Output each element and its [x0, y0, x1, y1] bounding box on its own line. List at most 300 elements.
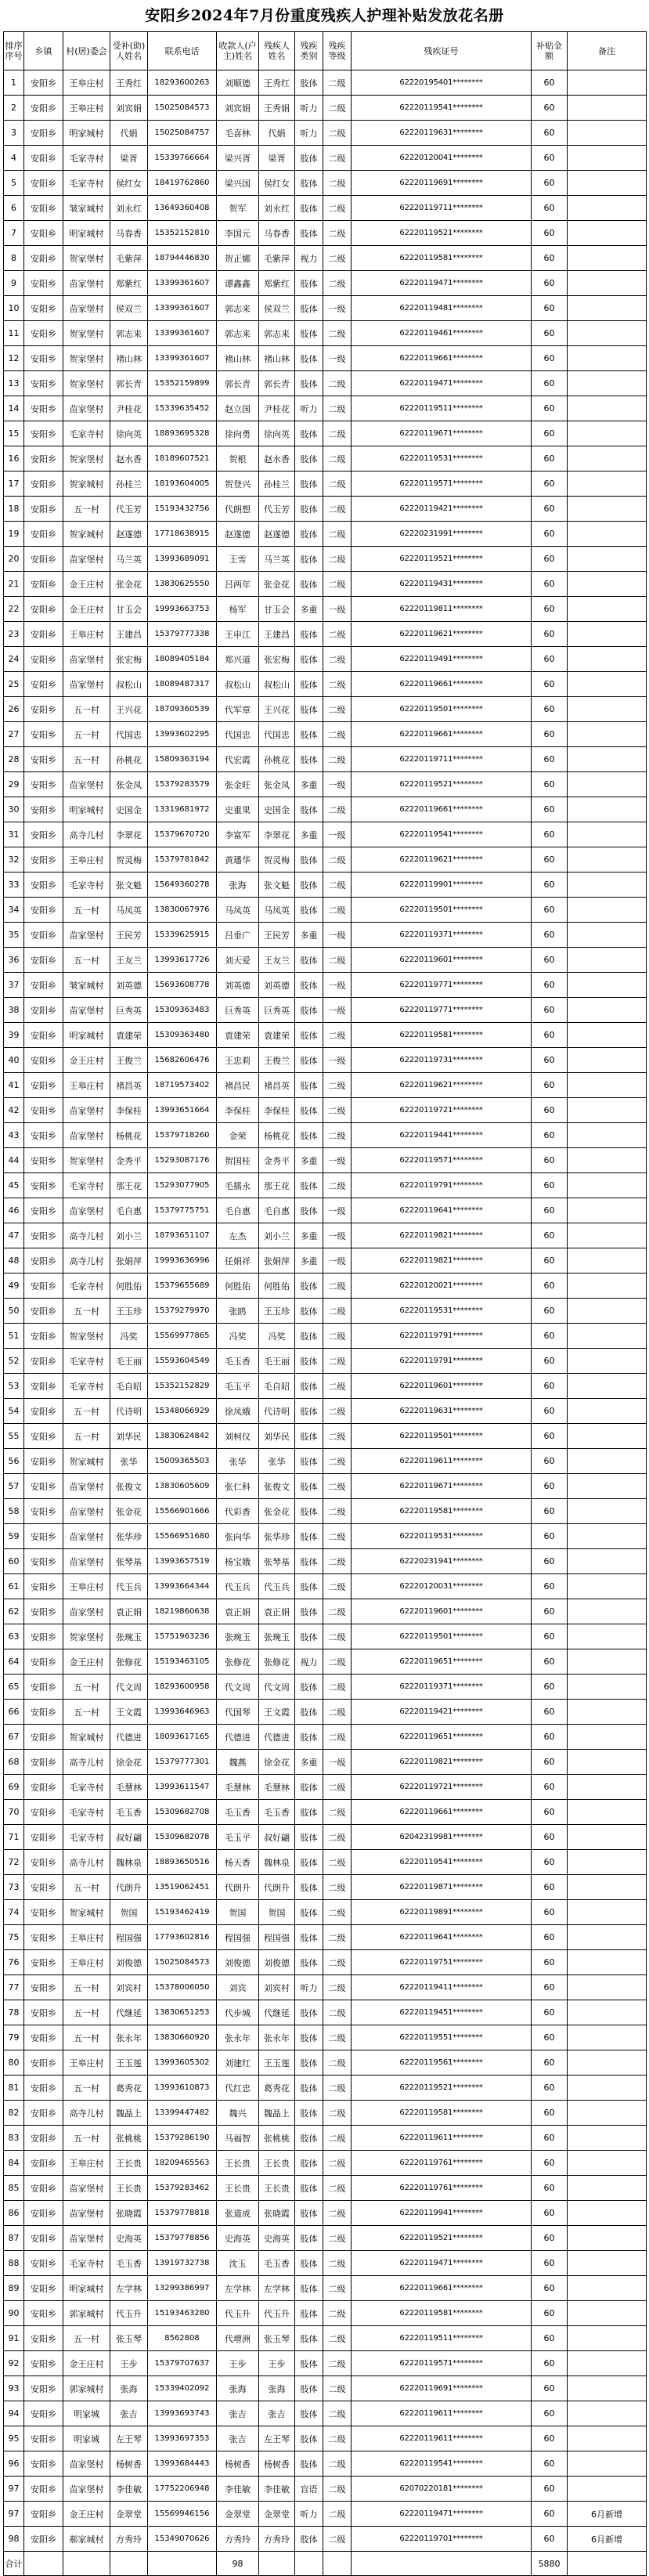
- remark-cell: [568, 1073, 647, 1098]
- table-row: [4, 772, 647, 797]
- village-cell: 王皋庄村: [63, 2050, 110, 2076]
- certificate-number-cell: 62220119601********: [352, 948, 532, 973]
- remark-cell: 6月新增: [568, 2502, 647, 2527]
- phone-cell: 17793602816: [148, 1925, 217, 1950]
- certificate-number-cell: 62220119811********: [352, 597, 532, 622]
- table-row: [4, 1048, 647, 1073]
- disability-type-cell: 肢体: [295, 1374, 323, 1399]
- table-row: [4, 1148, 647, 1173]
- disability-level-cell: 二级: [323, 647, 352, 672]
- table-row: [4, 647, 647, 672]
- row-number-cell: 30: [4, 797, 24, 822]
- payee-name-cell: 代朗升: [217, 1875, 259, 1900]
- recipient-name-cell: 代玉芳: [110, 497, 148, 522]
- disabled-name-cell: 徐金花: [259, 1750, 295, 1775]
- payee-name-cell: 毛玉平: [217, 1374, 259, 1399]
- column-header: 收款人(户 主)姓名: [217, 32, 259, 70]
- row-number-cell: 19: [4, 522, 24, 547]
- payee-name-cell: 杨军: [217, 597, 259, 622]
- village-cell: 贺家城村: [63, 471, 110, 497]
- recipient-name-cell: 张俊文: [110, 1474, 148, 1499]
- payee-name-cell: 代德进: [217, 1725, 259, 1750]
- disabled-name-cell: 王步: [259, 2351, 295, 2376]
- recipient-name-cell: 张金凤: [110, 772, 148, 797]
- phone-cell: 13830625550: [148, 572, 217, 597]
- table-row: [4, 196, 647, 221]
- village-cell: 明家城: [63, 2401, 110, 2426]
- township-cell: 安阳乡: [24, 70, 63, 96]
- disabled-name-cell: 刘小兰: [259, 1223, 295, 1248]
- remark-cell: [568, 572, 647, 597]
- village-cell: 五一村: [63, 747, 110, 772]
- remark-cell: [568, 1524, 647, 1549]
- table-row: [4, 2076, 647, 2101]
- subsidy-amount-cell: 60: [532, 1750, 568, 1775]
- table-row: [4, 973, 647, 998]
- table-row: [4, 1775, 647, 1800]
- row-number-cell: 32: [4, 847, 24, 873]
- recipient-name-cell: 孙桃花: [110, 747, 148, 772]
- subsidy-amount-cell: 60: [532, 1900, 568, 1925]
- payee-name-cell: 张琬玉: [217, 1624, 259, 1649]
- remark-cell: [568, 497, 647, 522]
- phone-cell: 13993617726: [148, 948, 217, 973]
- certificate-number-cell: 62220119581********: [352, 1499, 532, 1524]
- remark-cell: [568, 1324, 647, 1349]
- township-cell: 安阳乡: [24, 1274, 63, 1299]
- phone-cell: 15309682078: [148, 1825, 217, 1850]
- table-row: [4, 2401, 647, 2426]
- disability-level-cell: 二级: [323, 246, 352, 271]
- disability-type-cell: 肢体: [295, 1700, 323, 1725]
- disability-level-cell: 二级: [323, 2502, 352, 2527]
- payee-name-cell: 沈玉: [217, 2251, 259, 2276]
- disability-type-cell: 肢体: [295, 146, 323, 171]
- payee-name-cell: 刘俊德: [217, 1950, 259, 1975]
- table-row: [4, 1499, 647, 1524]
- table-row: [4, 1850, 647, 1875]
- recipient-name-cell: 杨树香: [110, 2451, 148, 2477]
- payee-name-cell: 刘宾: [217, 1975, 259, 2000]
- recipient-name-cell: 郑紫红: [110, 271, 148, 296]
- disability-type-cell: 肢体: [295, 171, 323, 196]
- recipient-name-cell: 李保桂: [110, 1098, 148, 1123]
- subsidy-amount-cell: 60: [532, 1675, 568, 1700]
- disability-type-cell: 肢体: [295, 1599, 323, 1624]
- village-cell: 苗家堡村: [63, 672, 110, 697]
- payee-name-cell: 黄璠华: [217, 847, 259, 873]
- disabled-name-cell: 程国强: [259, 1925, 295, 1950]
- table-row: [4, 1424, 647, 1449]
- row-number-cell: 40: [4, 1048, 24, 1073]
- recipient-name-cell: 金翠堂: [110, 2502, 148, 2527]
- certificate-number-cell: 62220119661********: [352, 672, 532, 697]
- certificate-number-cell: 62220119521********: [352, 2076, 532, 2101]
- village-cell: 苗家堡村: [63, 547, 110, 572]
- disabled-name-cell: 王长贵: [259, 2151, 295, 2176]
- township-cell: 安阳乡: [24, 1248, 63, 1274]
- township-cell: 安阳乡: [24, 697, 63, 722]
- phone-cell: 15025084573: [148, 96, 217, 121]
- disability-type-cell: 肢体: [295, 1875, 323, 1900]
- subsidy-amount-cell: 60: [532, 522, 568, 547]
- total-row: [4, 2552, 647, 2576]
- subsidy-amount-cell: 60: [532, 2301, 568, 2326]
- payee-name-cell: 代彩香: [217, 1499, 259, 1524]
- recipient-name-cell: 叔好翩: [110, 1825, 148, 1850]
- village-cell: 明家城村: [63, 797, 110, 822]
- disability-level-cell: 二级: [323, 722, 352, 747]
- disability-type-cell: 肢体: [295, 1098, 323, 1123]
- payee-name-cell: 张吉: [217, 2426, 259, 2451]
- remark-cell: [568, 1649, 647, 1675]
- disability-type-cell: 肢体: [295, 1474, 323, 1499]
- township-cell: 安阳乡: [24, 1148, 63, 1173]
- village-cell: 贺家堡村: [63, 371, 110, 396]
- disability-level-cell: 一级: [323, 1148, 352, 1173]
- row-number-cell: 93: [4, 2376, 24, 2401]
- disability-type-cell: 肢体: [295, 2376, 323, 2401]
- township-cell: 安阳乡: [24, 572, 63, 597]
- certificate-number-cell: 62220119711********: [352, 196, 532, 221]
- disabled-name-cell: 史海英: [259, 2226, 295, 2251]
- village-cell: 明家城村: [63, 1023, 110, 1048]
- disability-level-cell: 二级: [323, 1574, 352, 1599]
- disabled-name-cell: 张金花: [259, 1499, 295, 1524]
- remark-cell: [568, 2376, 647, 2401]
- row-number-cell: 54: [4, 1399, 24, 1424]
- disability-level-cell: 二级: [323, 1950, 352, 1975]
- village-cell: 王皋庄村: [63, 1925, 110, 1950]
- phone-cell: 15566951680: [148, 1524, 217, 1549]
- certificate-number-cell: 62220119581********: [352, 2101, 532, 2126]
- subsidy-amount-cell: 60: [532, 396, 568, 421]
- township-cell: 安阳乡: [24, 2527, 63, 2552]
- township-cell: 安阳乡: [24, 2101, 63, 2126]
- phone-cell: 17718638915: [148, 522, 217, 547]
- subsidy-amount-cell: 60: [532, 1299, 568, 1324]
- disabled-name-cell: 毛玉香: [259, 2251, 295, 2276]
- row-number-cell: 56: [4, 1449, 24, 1474]
- township-cell: 安阳乡: [24, 873, 63, 898]
- disability-level-cell: 一级: [323, 1248, 352, 1274]
- recipient-name-cell: 王步: [110, 2351, 148, 2376]
- payee-name-cell: 代宏霞: [217, 747, 259, 772]
- disability-level-cell: 二级: [323, 522, 352, 547]
- township-cell: 安阳乡: [24, 998, 63, 1023]
- disability-level-cell: 二级: [323, 96, 352, 121]
- disability-type-cell: 肢体: [295, 421, 323, 446]
- row-number-cell: 85: [4, 2176, 24, 2201]
- certificate-number-cell: 62220119571********: [352, 1148, 532, 1173]
- township-cell: 安阳乡: [24, 1299, 63, 1324]
- disability-level-cell: 二级: [323, 1900, 352, 1925]
- table-row: [4, 1700, 647, 1725]
- township-cell: 安阳乡: [24, 747, 63, 772]
- township-cell: 安阳乡: [24, 1098, 63, 1123]
- disability-type-cell: 肢体: [295, 2301, 323, 2326]
- phone-cell: 13993646963: [148, 1700, 217, 1725]
- remark-cell: [568, 1424, 647, 1449]
- recipient-name-cell: 王长贵: [110, 2176, 148, 2201]
- payee-name-cell: 左杰: [217, 1223, 259, 1248]
- row-number-cell: 11: [4, 321, 24, 346]
- phone-cell: 15309682708: [148, 1800, 217, 1825]
- remark-cell: [568, 1599, 647, 1624]
- recipient-name-cell: 叔松山: [110, 672, 148, 697]
- row-number-cell: 90: [4, 2301, 24, 2326]
- recipient-name-cell: 王友兰: [110, 948, 148, 973]
- remark-cell: [568, 622, 647, 647]
- certificate-number-cell: 62220119501********: [352, 898, 532, 923]
- recipient-name-cell: 张海: [110, 2376, 148, 2401]
- village-cell: 苗家堡村: [63, 998, 110, 1023]
- table-row: [4, 1950, 647, 1975]
- row-number-cell: 76: [4, 1950, 24, 1975]
- payee-name-cell: 袁正娟: [217, 1599, 259, 1624]
- village-cell: 贺家堡村: [63, 321, 110, 346]
- remark-cell: [568, 171, 647, 196]
- remark-cell: [568, 2301, 647, 2326]
- table-row: [4, 2351, 647, 2376]
- disability-type-cell: 肢体: [295, 1775, 323, 1800]
- disabled-name-cell: 张吉: [259, 2401, 295, 2426]
- certificate-number-cell: 62220119711********: [352, 747, 532, 772]
- certificate-number-cell: 62220119731********: [352, 1048, 532, 1073]
- phone-cell: 18719573402: [148, 1073, 217, 1098]
- certificate-number-cell: 62220119601********: [352, 1599, 532, 1624]
- subsidy-amount-cell: 60: [532, 196, 568, 221]
- disability-level-cell: 二级: [323, 497, 352, 522]
- disability-level-cell: 一级: [323, 1223, 352, 1248]
- recipient-name-cell: 袁建荣: [110, 1023, 148, 1048]
- row-number-cell: 87: [4, 2226, 24, 2251]
- disability-level-cell: 二级: [323, 672, 352, 697]
- payee-name-cell: 褚山林: [217, 346, 259, 371]
- certificate-number-cell: 62220119471********: [352, 2251, 532, 2276]
- payee-name-cell: 谭鑫鑫: [217, 271, 259, 296]
- row-number-cell: 28: [4, 747, 24, 772]
- disability-type-cell: 肢体: [295, 1173, 323, 1198]
- row-number-cell: 17: [4, 471, 24, 497]
- disabled-name-cell: 贺灵梅: [259, 847, 295, 873]
- subsidy-amount-cell: 60: [532, 2276, 568, 2301]
- payee-name-cell: 代军章: [217, 697, 259, 722]
- disabled-name-cell: 侯红女: [259, 171, 295, 196]
- certificate-number-cell: 62220119371********: [352, 1675, 532, 1700]
- certificate-number-cell: 62220119511********: [352, 2326, 532, 2351]
- phone-cell: 18419762860: [148, 171, 217, 196]
- disability-level-cell: 二级: [323, 747, 352, 772]
- phone-cell: 13993605302: [148, 2050, 217, 2076]
- payee-name-cell: 李富军: [217, 822, 259, 847]
- row-number-cell: 83: [4, 2126, 24, 2151]
- certificate-number-cell: 62220119571********: [352, 2351, 532, 2376]
- township-cell: 安阳乡: [24, 1424, 63, 1449]
- subsidy-amount-cell: 60: [532, 747, 568, 772]
- subsidy-amount-cell: 60: [532, 572, 568, 597]
- disability-level-cell: 二级: [323, 1925, 352, 1950]
- table-row: [4, 2000, 647, 2025]
- village-cell: 五一村: [63, 1675, 110, 1700]
- disability-type-cell: 听力: [295, 96, 323, 121]
- payee-name-cell: 毛玉香: [217, 1800, 259, 1825]
- recipient-name-cell: 葛秀花: [110, 2076, 148, 2101]
- subsidy-amount-cell: 60: [532, 2502, 568, 2527]
- village-cell: 苗家堡村: [63, 1474, 110, 1499]
- disability-level-cell: 二级: [323, 1649, 352, 1675]
- disability-type-cell: 肢体: [295, 2401, 323, 2426]
- certificate-number-cell: 62220119421********: [352, 1700, 532, 1725]
- disabled-name-cell: 王秀红: [259, 70, 295, 96]
- subsidy-amount-cell: 60: [532, 547, 568, 572]
- disabled-name-cell: 叔松山: [259, 672, 295, 697]
- village-cell: 五一村: [63, 2326, 110, 2351]
- row-number-cell: 98: [4, 2527, 24, 2552]
- township-cell: 安阳乡: [24, 1048, 63, 1073]
- disability-type-cell: 肢体: [295, 221, 323, 246]
- disability-level-cell: 二级: [323, 2401, 352, 2426]
- subsidy-amount-cell: 60: [532, 1123, 568, 1148]
- disabled-name-cell: 王玉莲: [259, 2050, 295, 2076]
- township-cell: 安阳乡: [24, 1850, 63, 1875]
- disability-type-cell: 肢体: [295, 2251, 323, 2276]
- remark-cell: [568, 96, 647, 121]
- remark-cell: [568, 321, 647, 346]
- certificate-number-cell: 62220119571********: [352, 471, 532, 497]
- township-cell: 安阳乡: [24, 396, 63, 421]
- village-cell: 苗家堡村: [63, 2451, 110, 2477]
- disabled-name-cell: 张琬玉: [259, 1624, 295, 1649]
- disability-type-cell: 肢体: [295, 2076, 323, 2101]
- table-header: [4, 32, 647, 70]
- disabled-name-cell: 刘俊德: [259, 1950, 295, 1975]
- remark-cell: [568, 471, 647, 497]
- recipient-name-cell: 王文霞: [110, 1700, 148, 1725]
- phone-cell: 15379778856: [148, 2226, 217, 2251]
- subsidy-amount-cell: 60: [532, 1073, 568, 1098]
- payee-name-cell: 代玉兵: [217, 1574, 259, 1599]
- row-number-cell: 52: [4, 1349, 24, 1374]
- disability-level-cell: 二级: [323, 2126, 352, 2151]
- remark-cell: [568, 121, 647, 146]
- remark-cell: [568, 2176, 647, 2201]
- recipient-name-cell: 代国忠: [110, 722, 148, 747]
- disabled-name-cell: 史国金: [259, 797, 295, 822]
- phone-cell: 15339402092: [148, 2376, 217, 2401]
- row-number-cell: 46: [4, 1198, 24, 1223]
- township-cell: 安阳乡: [24, 1324, 63, 1349]
- payee-name-cell: 叔松山: [217, 672, 259, 697]
- total-amount: 5880: [532, 2552, 568, 2576]
- remark-cell: 6月新增: [568, 2527, 647, 2552]
- recipient-name-cell: 王俊兰: [110, 1048, 148, 1073]
- subsidy-amount-cell: 60: [532, 1274, 568, 1299]
- remark-cell: [568, 522, 647, 547]
- remark-cell: [568, 1574, 647, 1599]
- subsidy-amount-cell: 60: [532, 2376, 568, 2401]
- table-row: [4, 747, 647, 772]
- remark-cell: [568, 747, 647, 772]
- phone-cell: 13993602295: [148, 722, 217, 747]
- payee-name-cell: 张鸥: [217, 1299, 259, 1324]
- township-cell: 安阳乡: [24, 1800, 63, 1825]
- disability-type-cell: 肢体: [295, 2451, 323, 2477]
- row-number-cell: 29: [4, 772, 24, 797]
- disability-type-cell: 肢体: [295, 2126, 323, 2151]
- township-cell: 安阳乡: [24, 346, 63, 371]
- table-row: [4, 146, 647, 171]
- phone-cell: 15293077905: [148, 1173, 217, 1198]
- table-body: [4, 70, 647, 2552]
- table-row: [4, 1825, 647, 1850]
- phone-cell: 15193462419: [148, 1900, 217, 1925]
- table-row: [4, 1624, 647, 1649]
- remark-cell: [568, 1299, 647, 1324]
- certificate-number-cell: 62220119671********: [352, 421, 532, 446]
- remark-cell: [568, 797, 647, 822]
- remark-cell: [568, 70, 647, 96]
- column-header: 村(居)委会: [63, 32, 110, 70]
- payee-name-cell: 张海: [217, 873, 259, 898]
- recipient-name-cell: 张华珍: [110, 1524, 148, 1549]
- disability-type-cell: 多重: [295, 1750, 323, 1775]
- recipient-name-cell: 刘小兰: [110, 1223, 148, 1248]
- village-cell: 毛家寺村: [63, 1274, 110, 1299]
- township-cell: 安阳乡: [24, 1023, 63, 1048]
- row-number-cell: 50: [4, 1299, 24, 1324]
- phone-cell: 18189607521: [148, 446, 217, 471]
- disability-level-cell: 二级: [323, 271, 352, 296]
- table-row: [4, 471, 647, 497]
- subsidy-amount-cell: 60: [532, 296, 568, 321]
- table-row: [4, 1274, 647, 1299]
- certificate-number-cell: 62220119651********: [352, 1725, 532, 1750]
- township-cell: 安阳乡: [24, 1474, 63, 1499]
- disability-level-cell: 二级: [323, 1775, 352, 1800]
- recipient-name-cell: 那王花: [110, 1173, 148, 1198]
- table-row: [4, 70, 647, 96]
- township-cell: 安阳乡: [24, 2251, 63, 2276]
- village-cell: 五一村: [63, 2076, 110, 2101]
- row-number-cell: 60: [4, 1549, 24, 1574]
- recipient-name-cell: 史海英: [110, 2226, 148, 2251]
- table-row: [4, 2376, 647, 2401]
- recipient-name-cell: 徐向英: [110, 421, 148, 446]
- row-number-cell: 31: [4, 822, 24, 847]
- disability-level-cell: 一级: [323, 1198, 352, 1223]
- payee-name-cell: 王忠莉: [217, 1048, 259, 1073]
- phone-cell: 13993684443: [148, 2451, 217, 2477]
- remark-cell: [568, 1775, 647, 1800]
- village-cell: 金王庄村: [63, 1048, 110, 1073]
- village-cell: 五一村: [63, 1875, 110, 1900]
- recipient-name-cell: 毛王丽: [110, 1349, 148, 1374]
- table-row: [4, 822, 647, 847]
- disabled-name-cell: 张海: [259, 2376, 295, 2401]
- certificate-number-cell: 62220119631********: [352, 121, 532, 146]
- row-number-cell: 37: [4, 973, 24, 998]
- township-cell: 安阳乡: [24, 2276, 63, 2301]
- subsidy-amount-cell: 60: [532, 1098, 568, 1123]
- remark-cell: [568, 2251, 647, 2276]
- document-title: 安阳乡2024年7月份重度残疾人护理补贴发放花名册: [145, 7, 504, 24]
- certificate-number-cell: 62220119791********: [352, 1324, 532, 1349]
- row-number-cell: 24: [4, 647, 24, 672]
- disability-level-cell: 一级: [323, 1048, 352, 1073]
- township-cell: 安阳乡: [24, 597, 63, 622]
- village-cell: 毛家寺村: [63, 1349, 110, 1374]
